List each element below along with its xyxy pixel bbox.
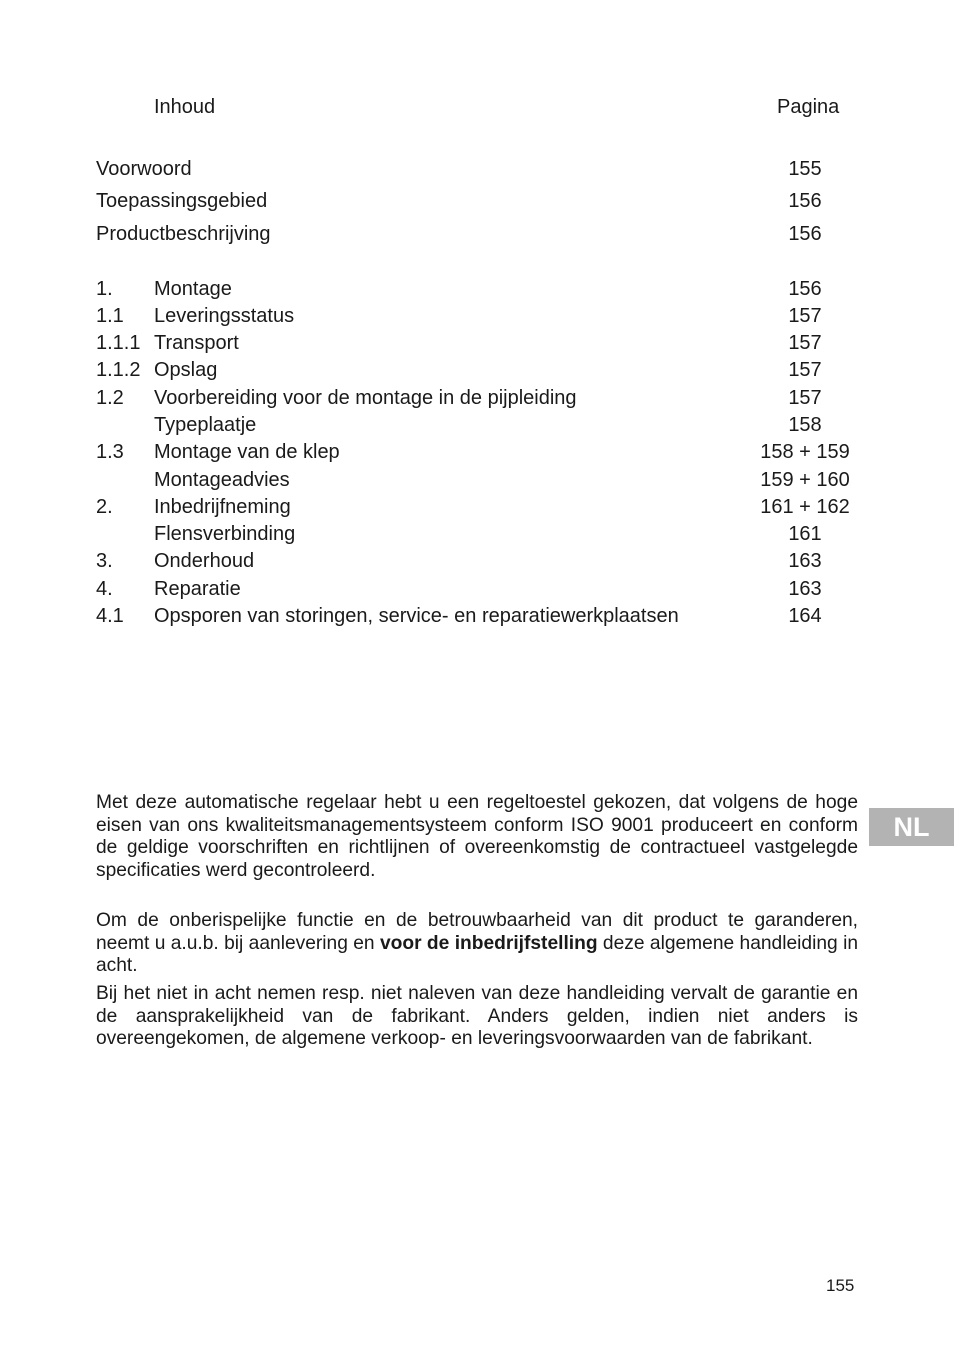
toc-entry-page: 157 — [788, 305, 822, 327]
toc-entry — [0, 441, 954, 467]
toc-entry — [0, 469, 954, 495]
toc-entry-page: 157 — [788, 359, 822, 381]
toc-entry-title: Montage van de klep — [154, 441, 340, 463]
toc-entry-page: 158 — [788, 414, 822, 436]
toc-entry — [0, 550, 954, 576]
instruction-text-start: Om de onberispelijke functie en de betrouwbaarheid van dit product te garanderen, neemt u a.u.b. bij aanlevering en — [96, 910, 858, 954]
toc-entry-page: 158 + 159 — [760, 441, 850, 463]
toc-entry-number: 3. — [96, 550, 113, 572]
toc-entry-title: Reparatie — [154, 578, 241, 600]
toc-entry-title: Leveringsstatus — [154, 305, 295, 327]
toc-entry-page: 164 — [788, 605, 822, 627]
toc-entry — [0, 359, 954, 385]
toc-entry-page: 156 — [788, 278, 822, 300]
toc-entry — [0, 578, 954, 604]
toc-entry — [0, 387, 954, 413]
toc-entry-number: 1.2 — [96, 387, 124, 409]
warranty-paragraph: Bij het niet in acht nemen resp. niet naleven van deze handleiding vervalt de garantie en de aansprakelijkheid van de fabrikant. Anders gelden, indien niet anders is overeengekomen, de algemene verkoop- en leveringsvoorwaarden van de fabrikant. — [96, 983, 858, 1050]
toc-header — [0, 96, 954, 124]
toc-header-page: Pagina — [777, 96, 840, 118]
toc-entry — [0, 523, 954, 549]
toc-entry — [0, 223, 954, 249]
toc-entry-number: 4.1 — [96, 605, 124, 627]
toc-entry-page: 161 — [788, 523, 822, 545]
toc-entry-title: Montage — [154, 278, 232, 300]
toc-entry-page: 156 — [788, 190, 822, 212]
instruction-emphasis: voor de inbedrijfstelling — [379, 932, 598, 954]
toc-entry-page: 157 — [788, 332, 822, 354]
instruction-text-end: deze algemene handleiding in acht. — [96, 932, 858, 977]
toc-entry-title: Montageadvies — [154, 469, 290, 491]
toc-entry-number: 1.1 — [96, 305, 124, 327]
toc-entry-number: 1.3 — [96, 441, 124, 463]
toc-entry — [0, 496, 954, 522]
toc-entry — [0, 414, 954, 440]
toc-entry-title: Transport — [154, 332, 239, 354]
toc-header-contents: Inhoud — [154, 96, 216, 118]
toc-entry — [0, 332, 954, 358]
intro-paragraph: Met deze automatische regelaar hebt u een regeltoestel gekozen, dat volgens de hoge eisen van ons kwaliteitsmanagementsysteem conform ISO 9001 produceert en conform de geldige voorschriften en richtlijnen of overeenkomstig de contractueel vastgelegde specificaties werd gecontroleerd. — [96, 792, 858, 882]
toc-entry-number: 1.1.2 — [96, 359, 141, 381]
toc-entry-title: Typeplaatje — [154, 414, 257, 436]
toc-entry-page: 159 + 160 — [760, 469, 850, 491]
toc-entry — [0, 278, 954, 304]
page-number: 155 — [826, 1276, 855, 1295]
toc-entry-title: Inbedrijfneming — [154, 496, 291, 518]
toc-entry — [0, 158, 954, 184]
toc-entry — [0, 605, 954, 631]
toc-entry — [0, 190, 954, 216]
toc-entry-number: 1. — [96, 278, 113, 300]
toc-entry-page: 157 — [788, 387, 822, 409]
toc-entry — [0, 305, 954, 331]
toc-entry-title: Productbeschrijving — [96, 223, 271, 245]
toc-entry-page: 161 + 162 — [760, 496, 850, 518]
toc-entry-number: 1.1.1 — [96, 332, 141, 354]
toc-entry-page: 163 — [788, 578, 822, 600]
instruction-paragraph — [96, 910, 858, 978]
toc-entry-page: 156 — [788, 223, 822, 245]
toc-entry-title: Voorwoord — [96, 158, 192, 180]
language-tab: NL — [869, 808, 954, 846]
toc-entry-page: 155 — [788, 158, 822, 180]
toc-entry-number: 2. — [96, 496, 113, 518]
toc-entry-page: 163 — [788, 550, 822, 572]
toc-entry-title: Opslag — [154, 359, 218, 381]
toc-entry-title: Voorbereiding voor de montage in de pijpleiding — [154, 387, 577, 409]
toc-entry-title: Opsporen van storingen, service- en reparatiewerkplaatsen — [154, 605, 679, 627]
toc-entry-number: 4. — [96, 578, 113, 600]
toc-entry-title: Onderhoud — [154, 550, 255, 572]
toc-entry-title: Toepassingsgebied — [96, 190, 268, 212]
toc-entry-title: Flensverbinding — [154, 523, 296, 545]
